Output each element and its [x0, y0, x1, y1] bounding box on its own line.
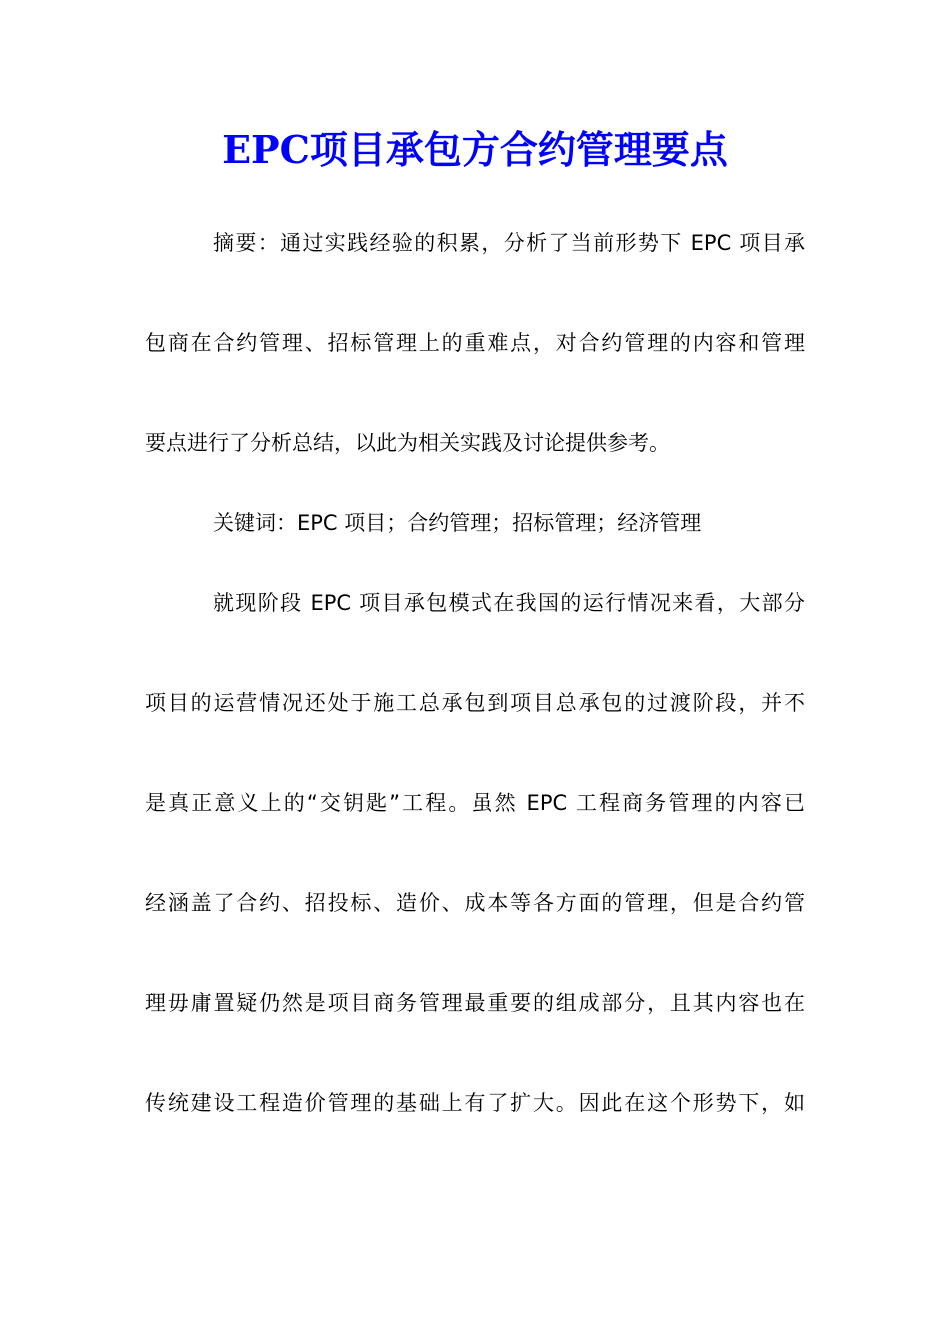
body-line-5: 理毋庸置疑仍然是项目商务管理最重要的组成部分，且其内容也在	[145, 991, 805, 1015]
body-line-4: 经涵盖了合约、招投标、造价、成本等各方面的管理，但是合约管	[145, 891, 805, 915]
keywords-line: 关键词：EPC 项目；合约管理；招标管理；经济管理	[213, 511, 702, 535]
abstract-line-3: 要点进行了分析总结，以此为相关实践及讨论提供参考。	[145, 431, 670, 455]
abstract-line-1: 摘要：通过实践经验的积累，分析了当前形势下 EPC 项目承	[213, 231, 805, 255]
body-line-1: 就现阶段 EPC 项目承包模式在我国的运行情况来看，大部分	[213, 591, 805, 615]
body-line-3: 是真正意义上的“交钥匙”工程。虽然 EPC 工程商务管理的内容已	[145, 791, 805, 815]
body-line-6: 传统建设工程造价管理的基础上有了扩大。因此在这个形势下，如	[145, 1091, 805, 1115]
document-title: EPC项目承包方合约管理要点	[222, 127, 728, 172]
body-line-2: 项目的运营情况还处于施工总承包到项目总承包的过渡阶段，并不	[145, 691, 805, 715]
abstract-line-2: 包商在合约管理、招标管理上的重难点，对合约管理的内容和管理	[145, 331, 805, 355]
